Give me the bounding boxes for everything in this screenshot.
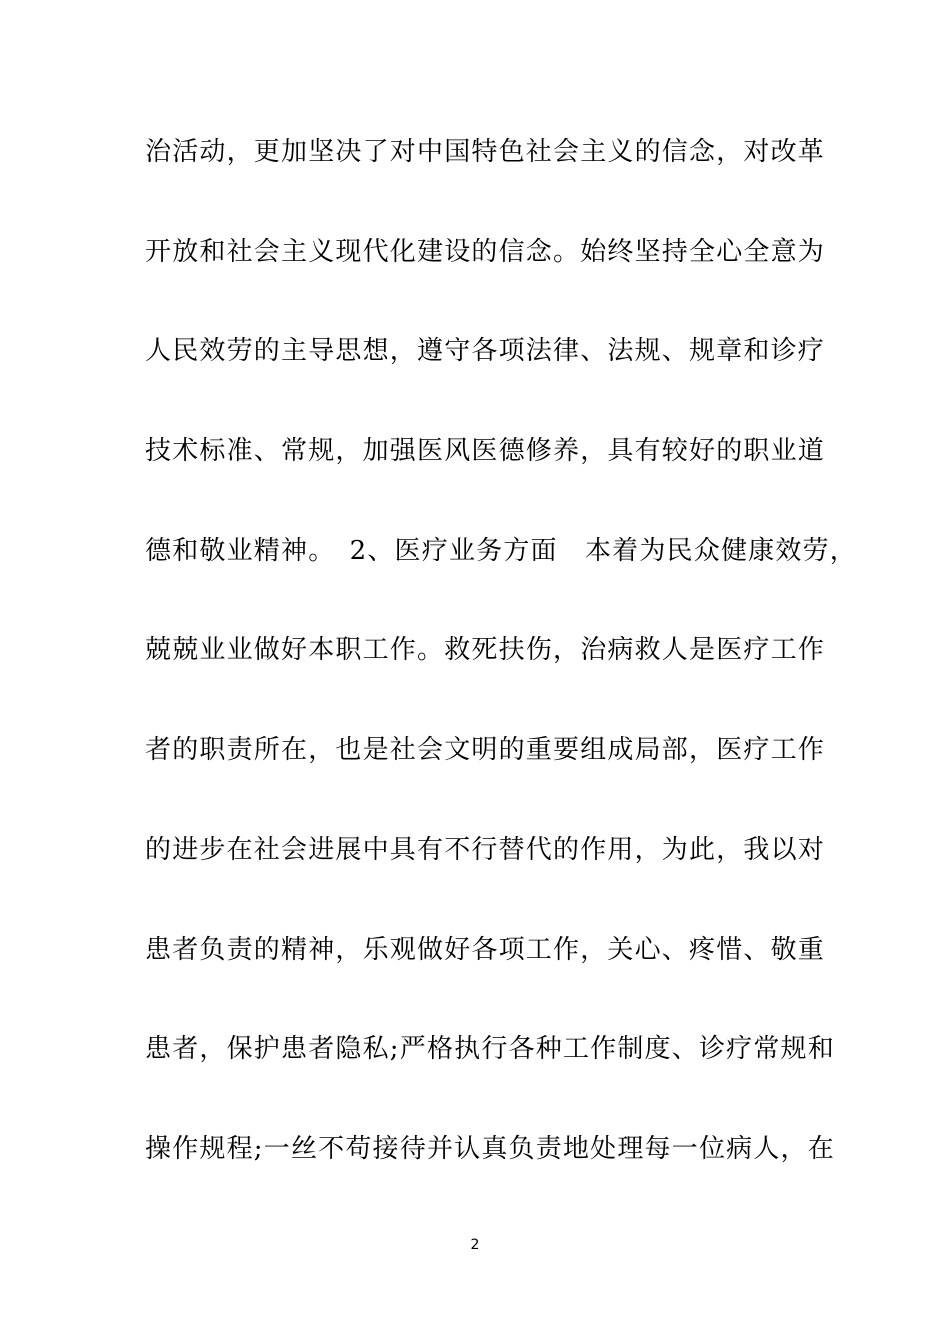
text-line-7: 者的职责所在，也是社会文明的重要组成局部，医疗工作: [145, 735, 826, 766]
text-line-11: 操作规程;一丝不苟接待并认真负责地处理每一位病人，在: [145, 1133, 835, 1164]
body-text: [145, 120, 857, 1217]
text-line-4: 技术标准、常规，加强医风医德修养，具有较好的职业道: [145, 436, 826, 467]
text-line-8: 的进步在社会进展中具有不行替代的作用，为此，我以对: [145, 834, 826, 865]
text-line-6: 兢兢业业做好本职工作。救死扶伤，治病救人是医疗工作: [145, 635, 826, 666]
text-line-1: 治活动，更加坚决了对中国特色社会主义的信念，对改革: [145, 137, 826, 167]
text-line-10: 患者，保护患者隐私;严格执行各种工作制度、诊疗常规和: [145, 1034, 835, 1065]
text-line-9: 患者负责的精神，乐观做好各项工作，关心、疼惜、敬重: [145, 934, 826, 965]
text-line-5: 德和敬业精神。 2、医疗业务方面 本着为民众健康效劳，: [145, 535, 857, 566]
text-line-2: 开放和社会主义现代化建设的信念。始终坚持全心全意为: [145, 236, 826, 267]
page-number: 2: [470, 1237, 480, 1253]
text-line-3: 人民效劳的主导思想，遵守各项法律、法规、规章和诊疗: [145, 336, 826, 367]
